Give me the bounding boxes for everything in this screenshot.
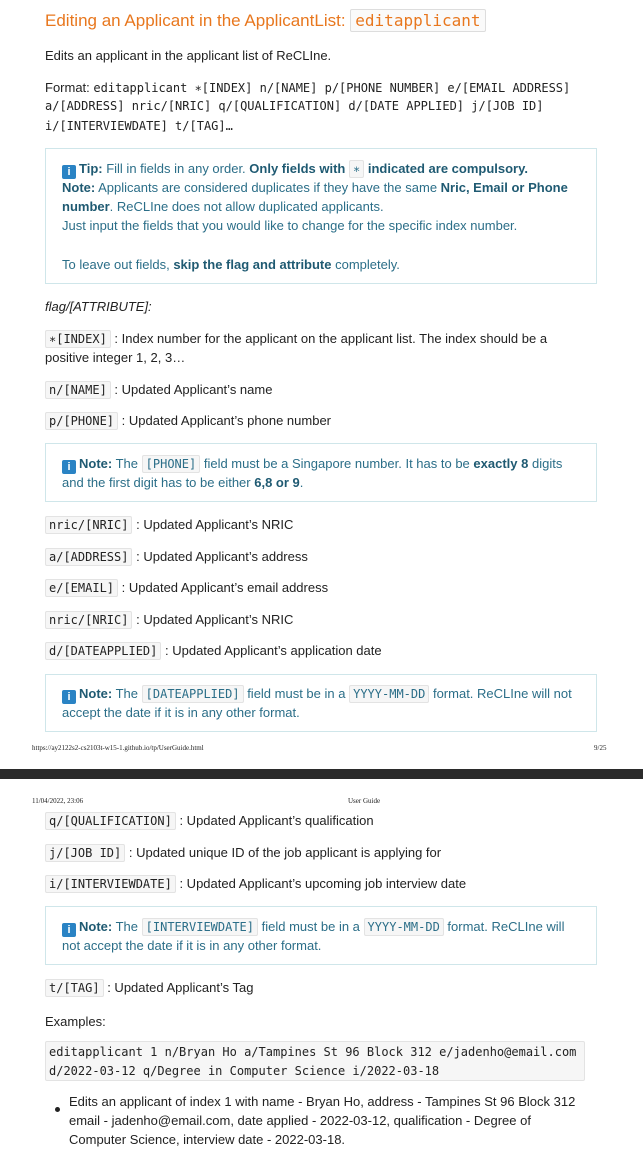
field-name bbox=[45, 380, 272, 400]
index-desc-2: positive integer 1, 2, 3… bbox=[45, 350, 186, 365]
note-code: [PHONE] bbox=[142, 455, 201, 473]
note-text: Applicants are considered duplicates if they have the same bbox=[98, 180, 438, 195]
field-desc: : Updated Applicant’s address bbox=[136, 549, 308, 564]
note-label: Note: bbox=[79, 919, 113, 934]
bullet-dot bbox=[55, 1107, 60, 1112]
note-code: [INTERVIEWDATE] bbox=[142, 918, 258, 936]
tip-line-4: Just input the fields that you would like to change for the specific index number. bbox=[62, 218, 518, 233]
note-label: Note: bbox=[79, 686, 113, 701]
note-bold: exactly 8 bbox=[473, 456, 529, 471]
field-desc: : Updated Applicant’s qualification bbox=[179, 813, 374, 828]
field-code: t/[TAG] bbox=[45, 979, 104, 997]
note-text: . bbox=[299, 475, 304, 490]
note-bold-2: number bbox=[62, 199, 110, 214]
field-code: p/[PHONE] bbox=[45, 412, 118, 430]
field-desc: : Updated Applicant’s upcoming job interview date bbox=[179, 876, 467, 891]
tip-line-5 bbox=[62, 255, 400, 274]
example-code-line-2: d/2022-03-12 q/Degree in Computer Science i/2022-03-18 bbox=[49, 1064, 440, 1078]
section-title bbox=[45, 8, 486, 34]
format-code-3: i/[INTERVIEWDATE] t/[TAG]… bbox=[45, 119, 233, 133]
note-text: and the first digit has to be either bbox=[62, 475, 251, 490]
field-code: j/[JOB ID] bbox=[45, 844, 125, 862]
example-desc-line-1: Edits an applicant of index 1 with name - Bryan Ho, address - Tampines St 96 Block 312 bbox=[69, 1094, 576, 1109]
tip-text-3: To leave out fields, bbox=[62, 257, 170, 272]
footer-page-number: 9/25 bbox=[594, 744, 607, 752]
tip-line-3 bbox=[62, 197, 384, 216]
field-nric-2 bbox=[45, 610, 293, 630]
field-code: d/[DATEAPPLIED] bbox=[45, 642, 161, 660]
field-desc: : Updated Applicant’s application date bbox=[165, 643, 382, 658]
field-email bbox=[45, 578, 328, 598]
field-code: n/[NAME] bbox=[45, 381, 111, 399]
tip-line-1 bbox=[62, 159, 528, 179]
field-code: nric/[NRIC] bbox=[45, 611, 132, 629]
info-icon: i bbox=[62, 460, 76, 474]
info-icon: i bbox=[62, 923, 76, 937]
tip-box bbox=[45, 148, 597, 284]
section-title-text: Editing an Applicant in the ApplicantList: bbox=[45, 11, 346, 30]
field-code: q/[QUALIFICATION] bbox=[45, 812, 176, 830]
section-title-command: editapplicant bbox=[350, 9, 485, 32]
tip-label: Tip: bbox=[79, 161, 103, 176]
examples-label: Examples: bbox=[45, 1014, 106, 1029]
example-code-line-1: editapplicant 1 n/Bryan Ho a/Tampines St 96 Block 312 e/jadenho@email.com bbox=[49, 1045, 577, 1059]
field-code: a/[ADDRESS] bbox=[45, 548, 132, 566]
note-code: [DATEAPPLIED] bbox=[142, 685, 244, 703]
tip-bold: Only fields with bbox=[249, 161, 346, 176]
interview-note-line-2: not accept the date if it is in any other format. bbox=[62, 938, 322, 953]
field-address bbox=[45, 547, 308, 567]
format-label: Format: bbox=[45, 80, 90, 95]
date-note-line-2: accept the date if it is in any other format. bbox=[62, 705, 300, 720]
date-note-box bbox=[45, 674, 597, 732]
intro-text: Edits an applicant in the applicant list of ReCLIne. bbox=[45, 48, 332, 63]
note-text: field must be in a bbox=[247, 686, 346, 701]
tip-star-code: ∗ bbox=[349, 160, 364, 178]
field-phone bbox=[45, 411, 331, 431]
field-desc: : Updated Applicant’s NRIC bbox=[136, 517, 294, 532]
field-desc: : Updated unique ID of the job applicant is applying for bbox=[128, 845, 442, 860]
tip-line-2 bbox=[62, 178, 568, 197]
note-bold: 6,8 or 9 bbox=[254, 475, 300, 490]
phone-note-line-2 bbox=[62, 473, 303, 492]
field-tag bbox=[45, 978, 253, 998]
example-desc-line-3: Computer Science, interview date - 2022-03-18. bbox=[69, 1132, 346, 1147]
header-title: User Guide bbox=[348, 797, 381, 805]
tip-text-4: completely. bbox=[335, 257, 400, 272]
tip-bold-3: skip the flag and attribute bbox=[173, 257, 332, 272]
note-text: The bbox=[115, 456, 139, 471]
pdf-page-2 bbox=[0, 779, 643, 1161]
field-desc: : Updated Applicant’s email address bbox=[121, 580, 329, 595]
format-code-2: a/[ADDRESS] nric/[NRIC] q/[QUALIFICATION] d/[DATE APPLIED] j/[JOB ID] bbox=[45, 99, 544, 113]
flag-heading: flag/[ATTRIBUTE]: bbox=[45, 299, 152, 314]
date-note-line-1 bbox=[62, 684, 572, 704]
field-desc: : Updated Applicant’s NRIC bbox=[136, 612, 294, 627]
index-desc: : Index number for the applicant on the applicant list. The index should be a bbox=[114, 331, 548, 346]
bullet bbox=[55, 1099, 60, 1117]
field-desc: : Updated Applicant’s phone number bbox=[121, 413, 332, 428]
note-text: field must be a Singapore number. It has to be bbox=[203, 456, 470, 471]
info-icon: i bbox=[62, 165, 76, 179]
info-icon: i bbox=[62, 690, 76, 704]
tip-bold-2: indicated are compulsory. bbox=[367, 161, 528, 176]
note-text: digits bbox=[531, 456, 563, 471]
field-interview-date bbox=[45, 874, 466, 894]
note-code: YYYY-MM-DD bbox=[349, 685, 429, 703]
field-desc: : Updated Applicant’s name bbox=[114, 382, 273, 397]
field-desc: : Updated Applicant’s Tag bbox=[107, 980, 254, 995]
phone-note-box bbox=[45, 443, 597, 502]
interview-note-line-1 bbox=[62, 917, 564, 937]
example-code-block bbox=[45, 1041, 585, 1081]
note-label: Note: bbox=[79, 456, 113, 471]
field-job-id bbox=[45, 843, 441, 863]
field-date-applied bbox=[45, 641, 382, 661]
note-text: format. ReCLIne will bbox=[447, 919, 565, 934]
phone-note-line-1 bbox=[62, 454, 562, 474]
index-code: ∗[INDEX] bbox=[45, 330, 111, 348]
note-text: field must be in a bbox=[261, 919, 360, 934]
note-text: The bbox=[115, 686, 139, 701]
index-line bbox=[45, 329, 547, 349]
tip-text: Fill in fields in any order. bbox=[106, 161, 246, 176]
format-line-1 bbox=[45, 78, 570, 98]
note-text: format. ReCLIne will not bbox=[432, 686, 572, 701]
field-qualification bbox=[45, 811, 374, 831]
note-bold: Nric, Email or Phone bbox=[440, 180, 568, 195]
note-code: YYYY-MM-DD bbox=[364, 918, 444, 936]
field-code: e/[EMAIL] bbox=[45, 579, 118, 597]
field-code: nric/[NRIC] bbox=[45, 516, 132, 534]
header-date: 11/04/2022, 23:06 bbox=[32, 797, 84, 805]
interview-note-box bbox=[45, 906, 597, 965]
field-code: i/[INTERVIEWDATE] bbox=[45, 875, 176, 893]
note-text: The bbox=[115, 919, 139, 934]
format-code-1: editapplicant ∗[INDEX] n/[NAME] p/[PHONE NUMBER] e/[EMAIL ADDRESS] bbox=[93, 81, 571, 95]
note-text-2: . ReCLIne does not allow duplicated applicants. bbox=[109, 199, 384, 214]
example-desc-line-2: email - jadenho@email.com, date applied - 2022-03-12, qualification - Degree of bbox=[69, 1113, 531, 1128]
footer-url[interactable]: https://ay2122s2-cs2103t-w15-1.github.io/tp/UserGuide.html bbox=[32, 744, 204, 752]
note-label: Note: bbox=[62, 180, 96, 195]
field-nric bbox=[45, 515, 293, 535]
